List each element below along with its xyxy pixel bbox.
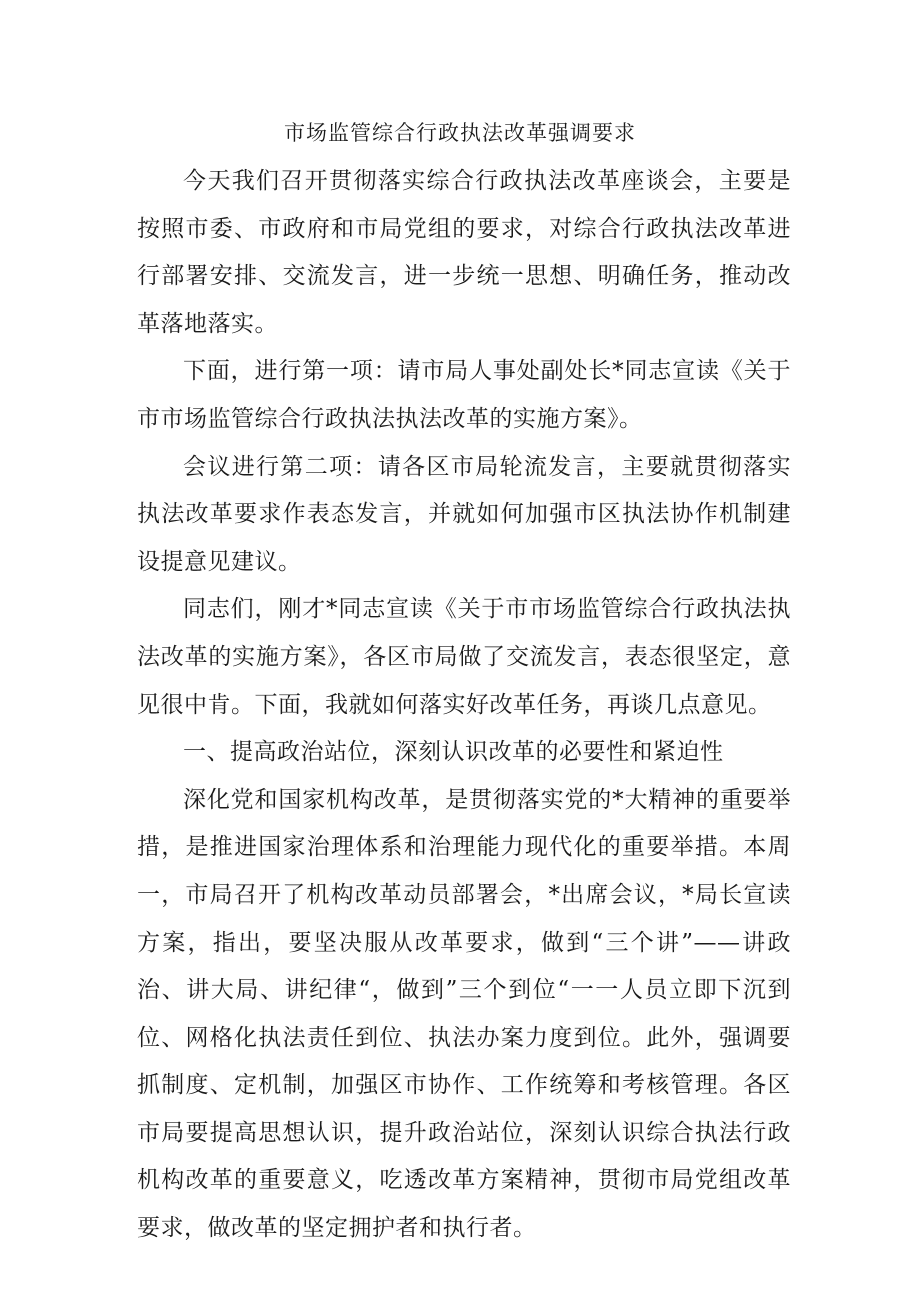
section-heading-one: 一、提高政治站位，深刻认识改革的必要性和紧迫性 bbox=[183, 739, 724, 766]
paragraph-transition: 同志们，刚才*同志宣读《关于市市场监管综合行政执法执法改革的实施方案》，各区市局做了交流发言，表态很坚定，意见很中肯。下面，我就如何落实好改革任务，再谈几点意见。 bbox=[137, 596, 791, 718]
document-body bbox=[137, 158, 791, 1253]
paragraph-opening: 今天我们召开贯彻落实综合行政执法改革座谈会，主要是按照市委、市政府和市局党组的要求，对综合行政执法改革进行部署安排、交流发言，进一步统一思想、明确任务，推动改革落地落实。 bbox=[137, 168, 791, 337]
paragraph-section-one-body: 深化党和国家机构改革，是贯彻落实党的*大精神的重要举措，是推进国家治理体系和治理能力现代化的重要举措。本周一，市局召开了机构改革动员部署会，*出席会议，*局长宣读方案，指出，要坚决服从改革要求，做到“三个讲”——讲政治、讲大局、讲纪律“，做到”三个到位“一一人员立即下沉到位、网格化执法责任到位、执法办案力度到位。此外，强调要抓制度、定机制，加强区市协作、工作统筹和考核管理。各区市局要提高思想认识，提升政治站位，深刻认识综合执法行政机构改革的重要意义，吃透改革方案精神，贯彻市局党组改革要求，做改革的坚定拥护者和执行者。 bbox=[137, 786, 791, 1242]
document-title: 市场监管综合行政执法改革强调要求 bbox=[284, 121, 636, 145]
paragraph-item-one: 下面，进行第一项：请市局人事处副处长*同志宣读《关于市市场监管综合行政执法执法改革的实施方案》。 bbox=[137, 358, 791, 432]
paragraph-item-two: 会议进行第二项：请各区市局轮流发言，主要就贯彻落实执法改革要求作表态发言，并就如何加强市区执法协作机制建设提意见建议。 bbox=[137, 453, 791, 575]
